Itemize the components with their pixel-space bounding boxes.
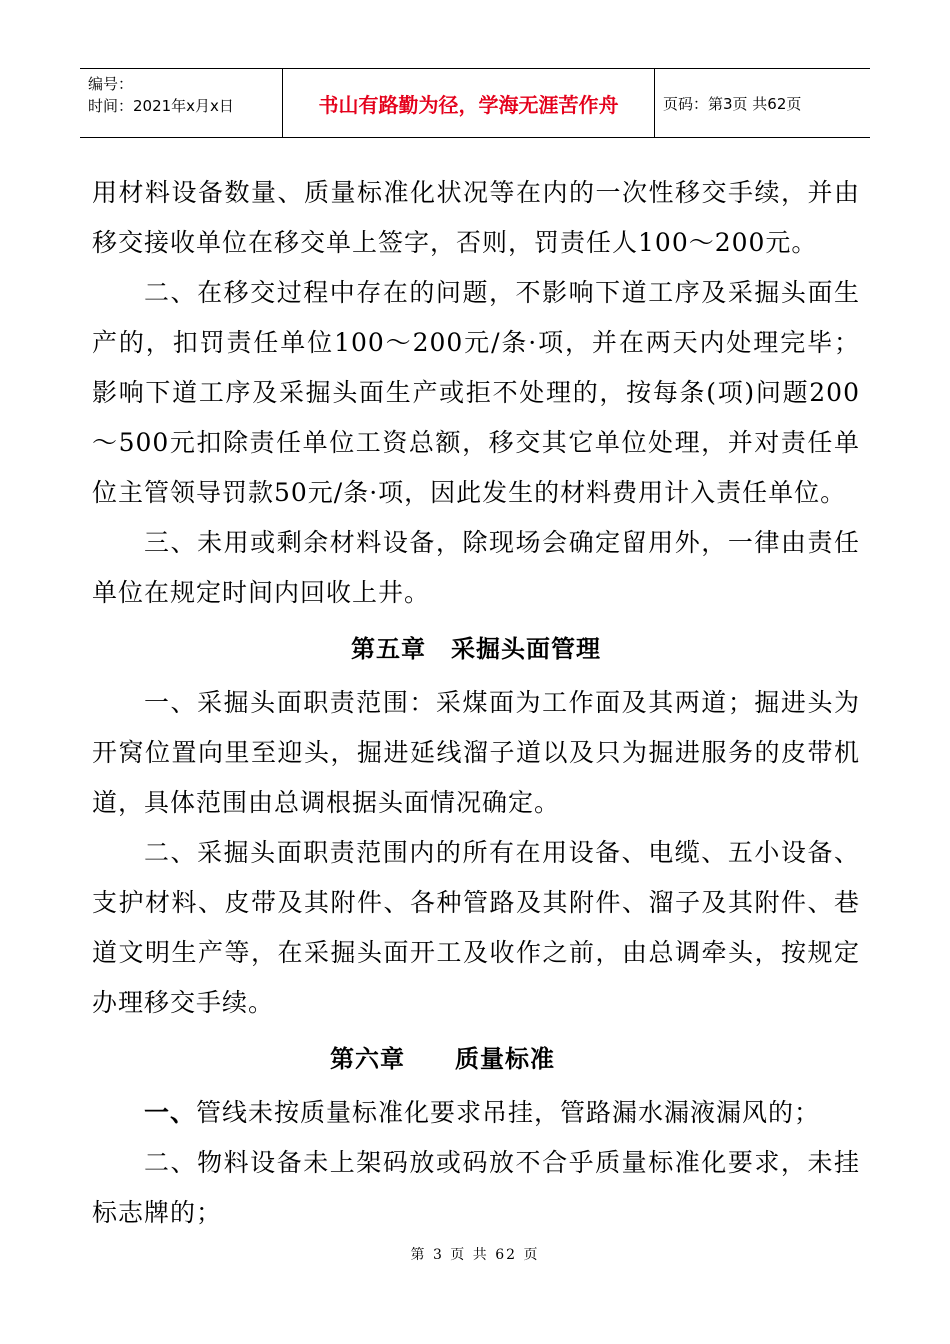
paragraph-handover-continued: 用材料设备数量、质量标准化状况等在内的一次性移交手续，并由移交接收单位在移交单上签字，否则，罚责任人100～200元。 — [92, 178, 860, 257]
header-page-info: 页码：第3页 共62页 — [663, 94, 802, 113]
document-body — [92, 168, 860, 1238]
paragraph-face-equipment: 二、采掘头面职责范围内的所有在用设备、电缆、五小设备、支护材料、皮带及其附件、各种管路及其附件、溜子及其附件、巷道文明生产等，在采掘头面开工及收作之前，由总调牵头，按规定办理移交手续。 — [92, 838, 860, 1017]
header-motto: 书山有路勤为径，学海无涯苦作舟 — [283, 69, 655, 137]
paragraph-handover-issues: 二、在移交过程中存在的问题，不影响下道工序及采掘头面生产的，扣罚责任单位100～200元/条·项，并在两天内处理完毕；影响下道工序及采掘头面生产或拒不处理的，按每条(项)问题200～500元扣除责任单位工资总额，移交其它单位处理，并对责任单位主管领导罚款50元/条·项，因此发生的材料费用计入责任单位。 — [92, 278, 860, 507]
item-text: 管线未按质量标准化要求吊挂，管路漏水漏液漏风的； — [196, 1098, 821, 1127]
page-header — [80, 68, 870, 138]
page-footer: 第 3 页 共 62 页 — [410, 1247, 540, 1263]
paragraph-face-scope: 一、采掘头面职责范围：采煤面为工作面及其两道；掘进头为开窝位置向里至迎头，掘进延线溜子道以及只为掘进服务的皮带机道，具体范围由总调根据头面情况确定。 — [92, 688, 860, 817]
paragraph-unused-materials: 三、未用或剩余材料设备，除现场会确定留用外，一律由责任单位在规定时间内回收上井。 — [92, 528, 860, 607]
document-number-label: 编号： — [88, 75, 134, 93]
paragraph-quality-materials: 二、物料设备未上架码放或码放不合乎质量标准化要求，未挂标志牌的； — [92, 1148, 860, 1227]
document-date-label: 时间：2021年x月x日 — [88, 97, 234, 115]
chapter-6-heading: 第六章 质量标准 — [330, 1044, 555, 1073]
paragraph-quality-pipelines — [92, 1088, 860, 1138]
item-number: 一、 — [144, 1098, 197, 1127]
chapter-5-heading: 第五章 采掘头面管理 — [351, 634, 601, 663]
header-meta-cell — [80, 69, 283, 137]
